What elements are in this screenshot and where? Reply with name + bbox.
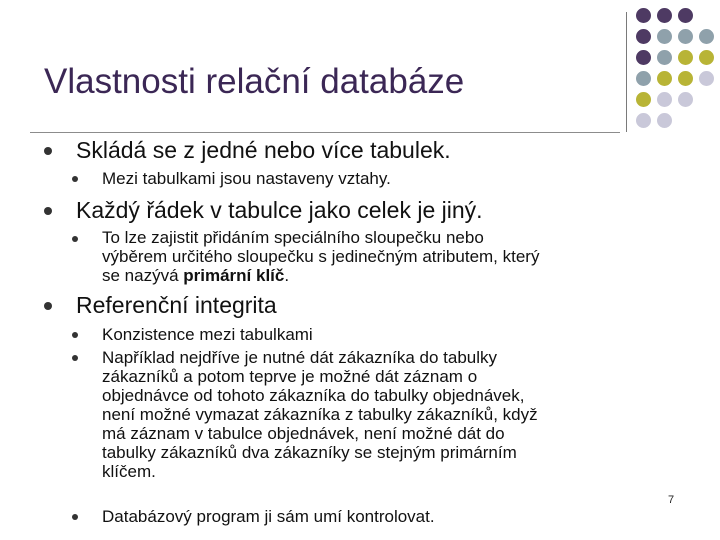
decor-dot xyxy=(657,113,672,128)
subbullet-2-1-line-2: výběrem určitého sloupečku s jedinečným atributem, který xyxy=(102,247,540,266)
decor-dot xyxy=(657,92,672,107)
decor-dot xyxy=(636,8,651,23)
bullet-2-marker xyxy=(44,207,52,215)
primary-key-term: primární klíč xyxy=(183,266,285,285)
subbullet-3-3-marker xyxy=(72,514,78,520)
subbullet-3-2-marker xyxy=(72,355,78,361)
primary-key-prefix: se nazývá xyxy=(102,266,184,285)
decor-dot xyxy=(699,71,714,86)
decor-dot xyxy=(657,71,672,86)
decor-dot xyxy=(636,29,651,44)
subbullet-3-1-text xyxy=(102,325,667,344)
subbullet-3-2-line-4: není možné vymazat zákazníka z tabulky zákazníků, když xyxy=(102,405,538,424)
subbullet-3-2-text xyxy=(102,348,667,481)
bullet-1-text: Skládá se z jedné nebo více tabulek. xyxy=(76,137,451,163)
decor-dot xyxy=(636,50,651,65)
decor-dot xyxy=(678,71,693,86)
subbullet-3-2-line-5: má záznam v tabulce objednávek, není možné dát do xyxy=(102,424,505,443)
subbullet-3-2-line-1: Například nejdříve je nutné dát zákazníka do tabulky xyxy=(102,348,498,367)
dot-grid-decoration xyxy=(636,8,720,136)
subbullet-3-1-line-1: Konzistence mezi tabulkami xyxy=(102,325,313,344)
subbullet-3-3-text xyxy=(102,507,667,526)
bullet-3-text: Referenční integrita xyxy=(76,292,277,318)
decor-dot xyxy=(678,29,693,44)
subbullet-1-1-text xyxy=(102,169,667,188)
primary-key-suffix: . xyxy=(284,266,290,285)
decor-dot xyxy=(636,113,651,128)
subbullet-3-2-line-6: tabulky zákazníků dva zákazníky se stejným primárním xyxy=(102,443,517,462)
subbullet-3-1-marker xyxy=(72,332,78,338)
decor-dot xyxy=(636,71,651,86)
decor-vertical-line xyxy=(626,12,627,132)
title-divider xyxy=(30,132,620,133)
subbullet-3-3-line-1: Databázový program ji sám umí kontrolovat. xyxy=(102,507,435,526)
bullet-3-marker xyxy=(44,302,52,310)
decor-dot xyxy=(699,29,714,44)
subbullet-2-1-text xyxy=(102,228,667,285)
decor-dot xyxy=(636,92,651,107)
page-number: 7 xyxy=(668,494,675,506)
decor-dot xyxy=(678,92,693,107)
slide-title: Vlastnosti relační databáze xyxy=(44,62,465,101)
bullet-2-text: Každý řádek v tabulce jako celek je jiný. xyxy=(76,197,483,223)
subbullet-3-2-line-2: zákazníků a potom teprve je možné dát záznam o xyxy=(102,367,478,386)
subbullet-2-1-line-3 xyxy=(102,266,667,285)
decor-dot xyxy=(678,50,693,65)
decor-dot xyxy=(657,8,672,23)
subbullet-2-1-line-1: To lze zajistit přidáním speciálního sloupečku nebo xyxy=(102,228,484,247)
decor-dot xyxy=(699,50,714,65)
decor-dot xyxy=(657,29,672,44)
subbullet-1-1-marker xyxy=(72,176,78,182)
bullet-1-marker xyxy=(44,147,52,155)
subbullet-3-2-line-3: objednávce od tohoto zákazníka do tabulky objednávek, xyxy=(102,386,525,405)
decor-dot xyxy=(678,8,693,23)
decor-dot xyxy=(657,50,672,65)
subbullet-2-1-marker xyxy=(72,236,78,242)
subbullet-3-2-line-7: klíčem. xyxy=(102,462,156,481)
subbullet-1-1-line-1: Mezi tabulkami jsou nastaveny vztahy. xyxy=(102,169,391,188)
